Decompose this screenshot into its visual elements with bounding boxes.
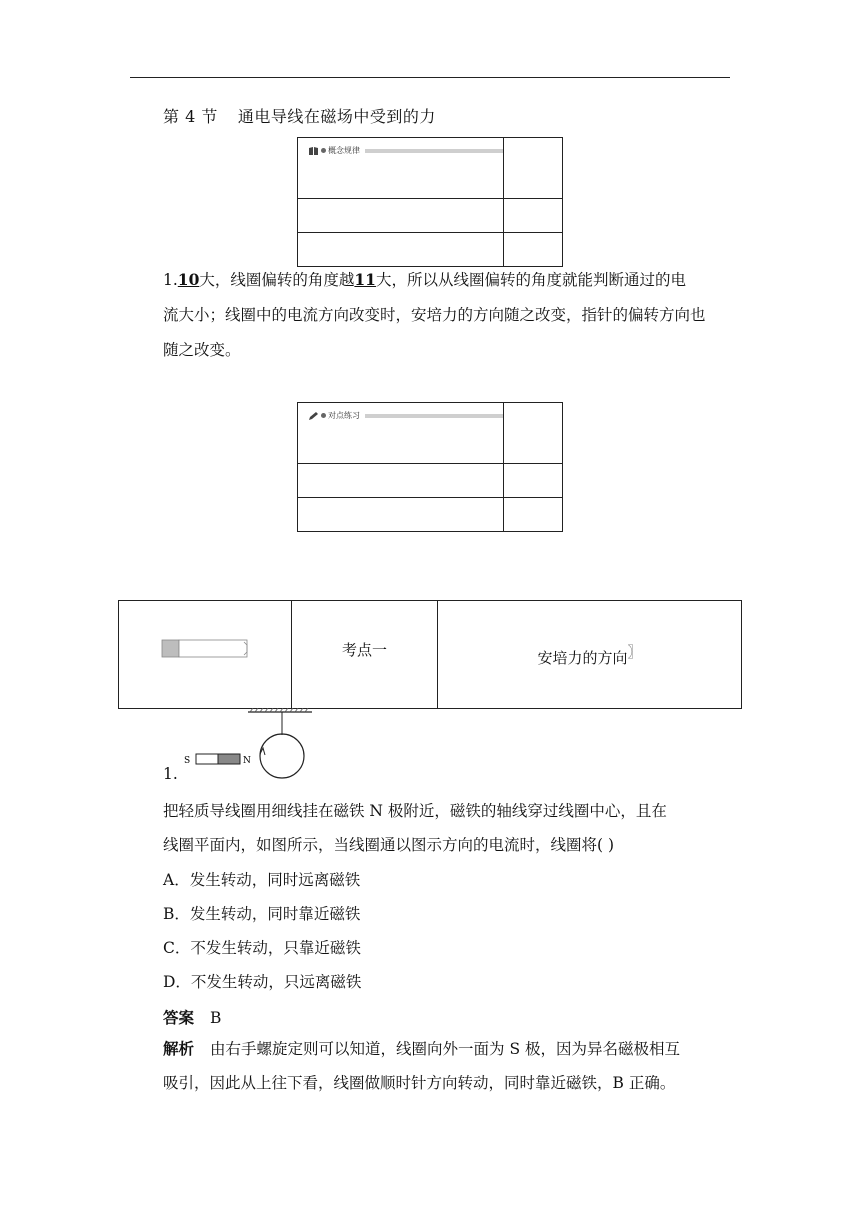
concept-banner-cell bbox=[298, 138, 504, 199]
empty-cell bbox=[504, 464, 563, 498]
practice-banner-label: 对点练习 bbox=[328, 411, 360, 420]
header-rule bbox=[130, 77, 730, 78]
option-a: A．发生转动，同时远离磁铁 bbox=[163, 871, 361, 889]
practice-banner-table bbox=[297, 402, 563, 532]
empty-cell bbox=[504, 199, 563, 233]
banner-bar bbox=[365, 149, 503, 153]
pencil-icon bbox=[308, 411, 319, 421]
paragraph-line bbox=[163, 262, 706, 298]
answer-row bbox=[163, 1006, 221, 1028]
option-b: B．发生转动，同时靠近磁铁 bbox=[163, 905, 361, 923]
analysis-line: 吸引，因此从上往下看，线圈做顺时针方向转动，同时靠近磁铁，B 正确。 bbox=[163, 1074, 676, 1092]
text-run: 大，所以从线圈偏转的角度就能判断通过的电 bbox=[375, 271, 686, 289]
banner-bar bbox=[365, 414, 503, 418]
practice-banner-cell bbox=[298, 403, 504, 464]
book-icon bbox=[308, 146, 319, 156]
analysis-line bbox=[163, 1032, 680, 1066]
section-name: 通电导线在磁场中受到的力 bbox=[237, 107, 436, 126]
fill-blank: 11 bbox=[354, 270, 376, 289]
kaodian-graphic-cell bbox=[119, 601, 292, 709]
concept-banner-icon bbox=[308, 145, 360, 156]
paragraph-line: 随之改变。 bbox=[163, 341, 241, 359]
kaodian-number: 考点一 bbox=[341, 641, 387, 659]
concept-banner-table bbox=[297, 137, 563, 267]
paragraph-1 bbox=[163, 262, 706, 368]
magnet-n-label: N bbox=[243, 756, 251, 766]
empty-cell bbox=[504, 138, 563, 199]
kaodian-number-cell bbox=[292, 601, 438, 709]
stem-line: 线圈平面内，如图所示，当线圈通以图示方向的电流时，线圈将( ) bbox=[163, 836, 615, 854]
fill-blank: 10 bbox=[177, 270, 200, 289]
item-number: 1. bbox=[163, 271, 178, 289]
section-title bbox=[163, 104, 436, 127]
kaodian-title-cell bbox=[438, 601, 742, 709]
tab-bar-graphic bbox=[119, 601, 291, 704]
analysis-text: 由右手螺旋定则可以知道，线圈向外一面为 S 极，因为异名磁极相互 bbox=[210, 1040, 680, 1058]
concept-banner-label: 概念规律 bbox=[328, 146, 360, 155]
kaodian-mark: 〗 bbox=[627, 644, 642, 661]
question-number: 1. bbox=[163, 765, 178, 783]
empty-cell bbox=[298, 464, 504, 498]
magnet-coil-figure bbox=[178, 708, 313, 783]
empty-cell bbox=[298, 199, 504, 233]
kaodian-table bbox=[118, 600, 742, 709]
option-c: C．不发生转动，只靠近磁铁 bbox=[163, 939, 361, 957]
section-number: 第 4 节 bbox=[163, 107, 218, 126]
question-stem bbox=[163, 794, 667, 862]
practice-banner-icon bbox=[308, 410, 360, 421]
empty-cell bbox=[298, 498, 504, 532]
analysis bbox=[163, 1032, 680, 1100]
answer-value: B bbox=[210, 1009, 222, 1027]
empty-cell bbox=[504, 403, 563, 464]
empty-cell bbox=[504, 498, 563, 532]
kaodian-title: 安培力的方向 bbox=[537, 648, 628, 667]
text-run: 大，线圈偏转的角度越 bbox=[199, 271, 355, 289]
option-d: D．不发生转动，只远离磁铁 bbox=[163, 973, 362, 991]
paragraph-line: 流大小；线圈中的电流方向改变时，安培力的方向随之改变，指针的偏转方向也 bbox=[163, 306, 706, 324]
answer-label: 答案 bbox=[163, 1008, 195, 1027]
magnet-s-label: S bbox=[184, 756, 191, 766]
stem-line: 把轻质导线圈用细线挂在磁铁 N 极附近，磁铁的轴线穿过线圈中心，且在 bbox=[163, 802, 667, 820]
analysis-label: 解析 bbox=[163, 1039, 195, 1058]
